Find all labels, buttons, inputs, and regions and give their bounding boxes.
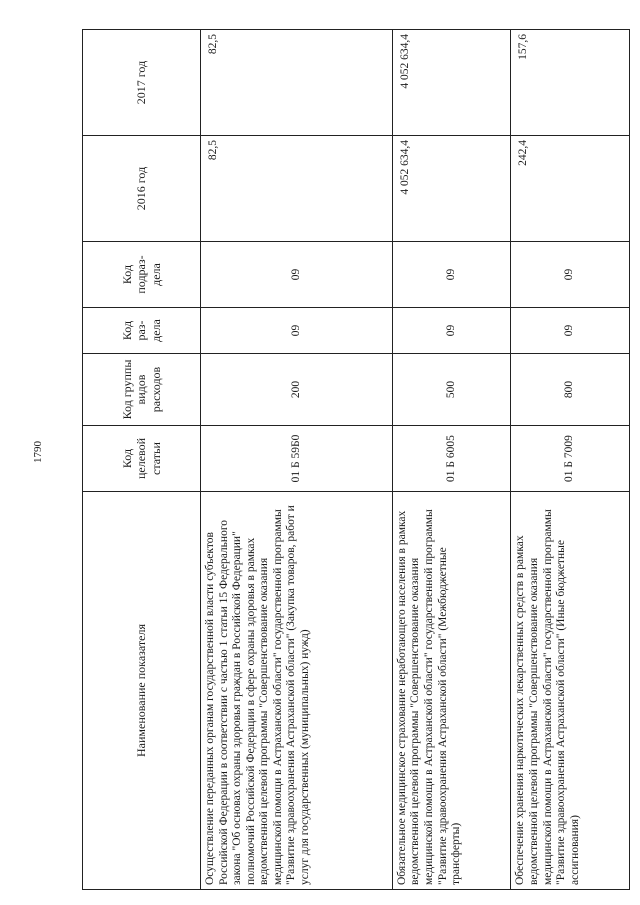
row-expense-group-code: 200 — [201, 354, 393, 426]
row-year-2016: 242,4 — [511, 136, 630, 242]
row-subsection-code: 09 — [511, 242, 630, 308]
row-year-2017: 4 052 634,4 — [392, 30, 511, 136]
table-row — [511, 30, 630, 890]
row-expense-group-code: 800 — [511, 354, 630, 426]
row-section-code: 09 — [511, 308, 630, 354]
header-row — [83, 30, 201, 890]
table-row — [201, 30, 393, 890]
row-subsection-code: 09 — [201, 242, 393, 308]
header-year-2016: 2016 год — [83, 136, 201, 242]
row-name: Осуществление переданных органам государственной власти субъектов Российской Федерации в соответствии с частью 1 статьи 15 Федерального закона "Об основах охраны здоровья граждан в Российской Федерации" полномочий Российской Федерации в сфере охраны здоровья в рамках ведомственной целевой программы "Совершенствование оказания медицинской помощи в Астраханской области" государственной программы "Развитие здравоохранения Астраханской области" (Закупка товаров, работ и услуг для государственных (муниципальных) нужд) — [201, 492, 393, 890]
header-subsection-code: Код подраз-дела — [83, 242, 201, 308]
row-year-2016: 82,5 — [201, 136, 393, 242]
row-section-code: 09 — [392, 308, 511, 354]
row-subsection-code: 09 — [392, 242, 511, 308]
page-number: 1790 — [32, 441, 44, 463]
row-name: Обязательное медицинское страхование неработающего населения в рамках ведомственной целевой программы "Совершенствование оказания медицинской помощи в Астраханской области" государственной программы "Развитие здравоохранения Астраханской области" (Межбюджетные трансферты) — [392, 492, 511, 890]
rotated-table-container — [82, 30, 630, 890]
row-year-2017: 82,5 — [201, 30, 393, 136]
header-target-code: Код целевой статьи — [83, 426, 201, 492]
row-year-2017: 157,6 — [511, 30, 630, 136]
budget-table — [82, 29, 630, 890]
header-expense-group-code: Код группы видов расходов — [83, 354, 201, 426]
row-target-code: 01 Б 7009 — [511, 426, 630, 492]
header-year-2017: 2017 год — [83, 30, 201, 136]
row-name: Обеспечение хранения наркотических лекарственных средств в рамках ведомственной целевой программы "Совершенствование оказания медицинской помощи в Астраханской области" государственной программы "Развитие здравоохранения Астраханской области" (Иные бюджетные ассигнования) — [511, 492, 630, 890]
row-section-code: 09 — [201, 308, 393, 354]
table-row — [392, 30, 511, 890]
row-year-2016: 4 052 634,4 — [392, 136, 511, 242]
header-name: Наименование показателя — [83, 492, 201, 890]
header-section-code: Код раз-дела — [83, 308, 201, 354]
row-expense-group-code: 500 — [392, 354, 511, 426]
row-target-code: 01 Б 6005 — [392, 426, 511, 492]
row-target-code: 01 Б 59Б0 — [201, 426, 393, 492]
